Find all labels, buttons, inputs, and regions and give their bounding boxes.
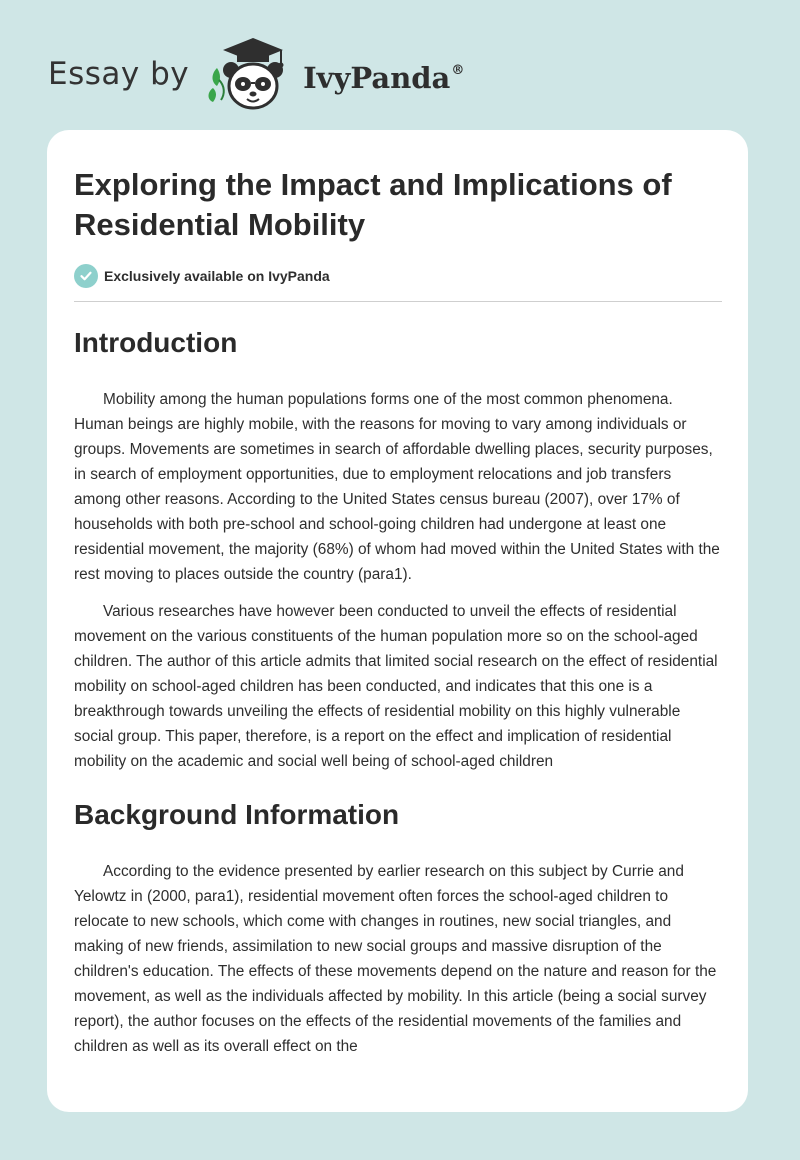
site-header	[48, 34, 464, 114]
check-circle-icon	[74, 264, 98, 288]
paragraph: According to the evidence presented by earlier research on this subject by Currie and Yelowtz in (2000, para1), residential movement often forces the school-aged children to relocate to new schools, which come with changes in routines, new social triangles, and making of new friends, assimilation to new social groups and massive disruption of the children's education. The effects of these movements depend on the nature and reason for the movement, as well as the individuals affected by mobility. In this article (being a social survey report), the author focuses on the effects of the residential movements of the families and children as well as its overall effect on the	[74, 863, 717, 1055]
article-title: Exploring the Impact and Implications of Residential Mobility	[74, 167, 672, 242]
section-heading-background: Background Information	[74, 799, 400, 830]
exclusive-label: Exclusively available on IvyPanda	[104, 268, 330, 284]
section-heading-introduction: Introduction	[74, 327, 238, 358]
paragraph: Various researches have however been conducted to unveil the effects of residential movement on the various constituents of the human population more so on the school-aged children. The author of this article admits that limited social research on the effect of residential mobility on school-aged children has been conducted, and indicates that this one is a breakthrough towards unveiling the effects of residential mobility on this highly vulnerable social group. This paper, therefore, is a report on the effect and implication of residential mobility on the academic and social well being of school-aged children	[74, 603, 718, 770]
brand-name[interactable]: IvyPanda®	[303, 61, 465, 95]
article-card	[47, 130, 748, 1112]
exclusive-badge	[74, 264, 722, 302]
trademark-symbol: ®	[451, 63, 465, 78]
essay-by-label: Essay by	[48, 56, 190, 92]
panda-logo-icon[interactable]	[203, 34, 299, 114]
paragraph: Mobility among the human populations forms one of the most common phenomena. Human beings are highly mobile, with the reasons for moving to vary among individuals or groups. Movements are sometimes in search of affordable dwelling places, security purposes, in search of employment opportunities, due to employment relocations and job transfers among other reasons. According to the United States census bureau (2007), over 17% of households with both pre-school and school-going children had undergone at least one residential movement, the majority (68%) of whom had moved within the United States with the rest moving to places outside the country (para1).	[74, 391, 720, 583]
